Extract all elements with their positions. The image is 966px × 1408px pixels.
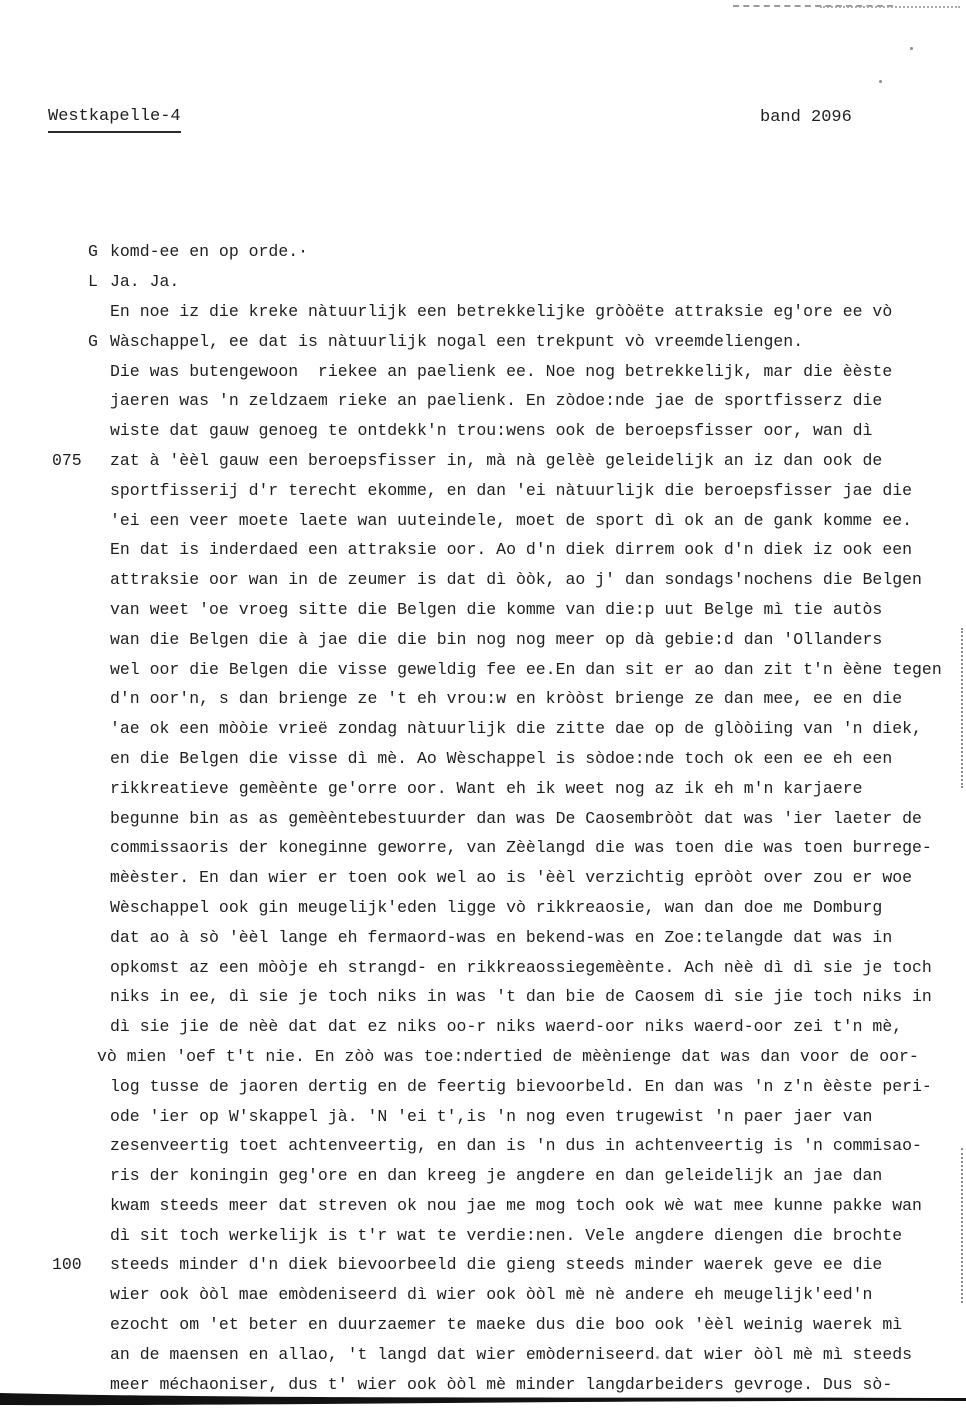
line-text: Wàschappel, ee dat is nàtuurlijk nogal een trekpunt vò vreemdeliengen.: [110, 331, 804, 351]
scan-artifact-top-dots: [820, 6, 960, 8]
line-text: en die Belgen die visse dì mè. Ao Wèschappel is sòdoe:nde toch ok een ee eh een: [110, 748, 893, 768]
line-text: wan die Belgen die à jae die die bin nog nog meer op dà gebie:d dan 'Ollanders: [110, 629, 883, 649]
line-text: opkomst az een mòòje eh strangd- en rikkreaossiegemèènte. Ach nèè dì dì sie je toch: [110, 957, 932, 977]
line-text: Die was butengewoon riekee an paelienk ee. Noe nog betrekkelijk, mar die èèste: [110, 361, 893, 381]
line-text: kwam steeds meer dat streven ok nou jae me mog toch ook wè wat mee kunne pakke wan: [110, 1195, 922, 1215]
speaker-label: L: [88, 272, 98, 292]
line-text: d'n oor'n, s dan brienge ze 't eh vrou:w en kròòst brienge ze dan mee, ee en die: [110, 689, 903, 709]
line-text: dat ao à sò 'èèl lange eh fermaord-was en bekend-was en Zoe:telangde dat was in: [110, 927, 893, 947]
line-text: dì sie jie de nèè dat dat ez niks oo-r niks waerd-oor niks waerd-oor zei t'n mè,: [110, 1017, 903, 1037]
line-text: van weet 'oe vroeg sitte die Belgen die komme van die:p uut Belge mì tie autòs: [110, 599, 883, 619]
scan-artifact-bottom-bar: [0, 1388, 966, 1408]
line-text: rikkreatieve gemèènte ge'orre oor. Want eh ik weet nog az ik eh m'n karjaere: [110, 778, 863, 798]
line-text: begunne bin as as gemèèntebestuurder dan was De Caosembròòt dat was 'ier laeter de: [110, 808, 922, 828]
scan-artifact-speck: [910, 47, 913, 50]
line-text: zat à 'èèl gauw een beroepsfisser in, mà nà gelèè geleidelijk an iz dan ook de: [110, 450, 883, 470]
line-text: dì sit toch werkelijk is t'r wat te verdie:nen. Vele angdere diengen die brochte: [110, 1225, 903, 1245]
page-title: Westkapelle-4: [48, 106, 181, 133]
line-text: vò mien 'oef t't nie. En zòò was toe:ndertied de mèènienge dat was dan voor de oor-: [97, 1046, 919, 1066]
line-text: zesenveertig toet achtenveertig, en dan is 'n dus in achtenveertig is 'n commisao-: [110, 1136, 922, 1156]
line-text: wel oor die Belgen die visse geweldig fee ee.En dan sit er ao dan zit t'n èène tegen: [110, 659, 942, 679]
line-text: 'ei een veer moete laete wan uuteindele, moet de sport dì ok an de gank komme ee.: [110, 510, 913, 530]
transcript-lines: [0, 148, 966, 1394]
line-text: log tusse de jaoren dertig en de feertig bievoorbeld. En dan was 'n z'n èèste peri-: [110, 1076, 932, 1096]
line-text: Wèschappel ook gin meugelijk'eden ligge vò rikkreaosie, wan dan doe me Domburg: [110, 897, 883, 917]
line-text: En dat is inderdaed een attraksie oor. Ao d'n diek dirrem ook d'n diek iz ook een: [110, 540, 913, 560]
line-number: 075: [52, 450, 82, 470]
speaker-label: G: [88, 242, 98, 262]
line-text: jaeren was 'n zeldzaem rieke an paelienk. En zòdoe:nde jae de sportfisserz die: [110, 391, 883, 411]
line-text: ezocht om 'et beter en duurzaemer te maeke dus die boo ook 'èèl weinig waerek mì: [110, 1315, 903, 1335]
line-text: ris der koningin geg'ore en dan kreeg je angdere en dan geleidelijk an jae dan: [110, 1166, 883, 1186]
line-number: 100: [52, 1255, 82, 1275]
line-text: niks in ee, dì sie je toch niks in was 't dan bie de Caosem dì sie jie toch niks in: [110, 987, 932, 1007]
line-text: wier ook òòl mae emòdeniseerd dì wier ook òòl mè nè andere eh meugelijk'eed'n: [110, 1285, 873, 1305]
line-text: an de maensen en allao, 't langd dat wier emòderniseerd dat wier òòl mè mì steeds: [110, 1344, 913, 1364]
line-text: steeds minder d'n diek bievoorbeeld die gieng steeds minder waerek geve ee die: [110, 1255, 883, 1275]
band-number-label: band 2096: [760, 108, 852, 127]
line-text: mèèster. En dan wier er toen ook wel ao is 'èèl verzichtig epròòt over zou er woe: [110, 868, 913, 888]
line-text: commissaoris der koneginne geworre, van Zèèlangd die was toen die was toen burrege-: [110, 838, 932, 858]
line-text: Ja. Ja.: [110, 272, 180, 292]
line-text: attraksie oor wan in de zeumer is dat dì òòk, ao j' dan sondags'nochens die Belgen: [110, 570, 922, 590]
line-text: wiste dat gauw genoeg te ontdekk'n trou:wens ook de beroepsfisser oor, wan dì: [110, 421, 873, 441]
speaker-label: G: [88, 331, 98, 351]
line-text: 'ae ok een mòòie vrieë zondag nàtuurlijk die zitte dae op de glòòiing van 'n diek,: [110, 719, 922, 739]
scan-artifact-speck: [879, 80, 882, 83]
line-text: komd-ee en op orde.·: [110, 242, 309, 262]
line-text: ode 'ier op W'skappel jà. 'N 'ei t',is 'n nog even trugewist 'n paer jaer van: [110, 1106, 873, 1126]
transcript-line: [0, 148, 966, 262]
line-text: sportfisserij d'r terecht ekomme, en dan 'ei nàtuurlijk die beroepsfisser jae die: [110, 480, 913, 500]
line-text: meer méchaoniser, dus t' wier ook òòl mè minder langdarbeiders gevroge. Dus sò-: [110, 1374, 893, 1394]
line-text: En noe iz die kreke nàtuurlijk een betrekkelijke gròòëte attraksie eg'ore ee vò: [110, 301, 893, 321]
